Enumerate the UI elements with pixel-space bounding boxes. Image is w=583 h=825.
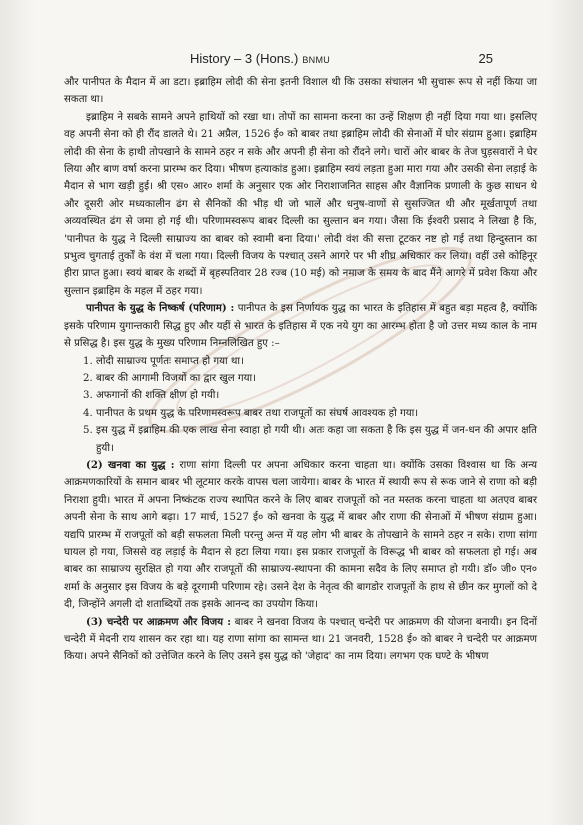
paragraph-chanderi [64, 614, 537, 666]
list-item: 1. लोदी साम्राज्य पूर्णतः समाप्त हो गया था। [96, 353, 537, 370]
results-text: पानीपत के इस निर्णायक युद्ध का भारत के इतिहास में बहुत बड़ा महत्व है, क्योंकि इसके परिणाम युगान्तकारी सिद्ध हुए और यहीं से भारत के इतिहास में एक नये युग का आरम्भ होता है जो उत्तर मध्य काल के नाम से प्रसिद्ध है। इस युद्ध के मुख्य परिणाम निम्नलिखित हुए :– [64, 303, 537, 350]
header-title: History – 3 (Hons.) [190, 51, 299, 66]
page-number: 25 [478, 51, 493, 66]
paragraph-intro: और पानीपत के मैदान में आ डटा। इब्राहिम लोदी की सेना इतनी विशाल थी कि उसका संचालन भी सुचारू रूप से नहीं किया जा सकता था। [64, 77, 537, 106]
chanderi-text: बाबर ने खनवा विजय के पश्चात् चन्देरी पर आक्रमण की योजना बनायी। इन दिनों चन्देरी में मेदनी राय शासन कर रहा था। यह राणा सांगा का सामन्त था। 21 जनवरी, 1528 ई० को बाबर ने चन्देरी पर आक्रमण किया। अपने सैनिकों को उत्तेजित करने के लिए उसने इस युद्ध को 'जेहाद' का नाम दिया। लगभग एक घण्टे के भीषण [64, 616, 538, 663]
list-item: 2. बाबर की आगामी विजयों का द्वार खुल गया। [96, 370, 537, 387]
list-item: 5. इस युद्ध में इब्राहिम की एक लाख सेना स्वाहा हो गयी थी। अतः कहा जा सकता है कि इस युद्ध में जन-धन की अपार क्षति हुयी। [96, 422, 537, 457]
header-subtitle: BNMU [302, 55, 331, 65]
heading-khanwa: (2) खनवा का युद्ध : [86, 458, 175, 471]
page-body [64, 74, 537, 666]
list-item: 4. पानीपत के प्रथम युद्ध के परिणामस्वरूप बाबर तथा राजपूतों का संघर्ष आवश्यक हो गया। [96, 405, 537, 422]
paragraph-results [64, 300, 537, 352]
page-header [190, 51, 493, 66]
heading-results: पानीपत के युद्ध के निष्कर्ष (परिणाम) : [86, 302, 235, 315]
paragraph-battle: इब्राहिम ने सबके सामने अपने हाथियों को रखा था। तोपों का सामना करना का उन्हें शिक्षण ही नहीं दिया गया था। इसलिए वह अपनी सेना को ही रौंद डालते थे। 21 अप्रैल, 1526 ई० को बाबर तथा इब्राहिम लोदी की सेनाओं में घोर संग्राम हुआ। इब्राहिम लोदी की सेना के हाथी तोपखाने के सामने ठहर न सके और अपनी ही सेना को रौंदने लगे। चारों ओर बाबर के तेज घुड़सवारों ने घेर लिया और बाण वर्षा करना प्रारम्भ कर दिया। भीषण हत्याकांड हुआ। इब्राहिम स्वयं लड़ता हुआ मारा गया और उसकी सेना लड़ाई के मैदान से भाग खड़ी हुई। श्री एस० आर० शर्मा के अनुसार एक ओर निराशाजनित साहस और वैज्ञानिक प्रणाली के कुछ साधन थे और दूसरी ओर मध्यकालीन ढंग से सैनिकों की भीड़ थी जो भालें और धनुष-वाणों से सुसज्जित थी और मूर्खतापूर्ण तथा अव्यवस्थित ढंग से जमा हो गई थी। परिणामस्वरूप बाबर दिल्ली का सुल्तान बन गया। जैसा कि ईश्वरी प्रसाद ने लिखा है कि, 'पानीपत के युद्ध ने दिल्ली साम्राज्य का बाबर को स्वामी बना दिया।' लोदी वंश की सत्ता टूटकर नष्ट हो गई तथा हिन्दुस्तान का प्रभुत्व चुगताई तुर्कों के वंश में चला गया। दिल्ली विजय के पश्चात् उसने आगरे पर भी शीघ्र अधिकार कर लिया। वहीं उसे कोहिनूर हीरा प्राप्त हुआ। स्वयं बाबर के शब्दों में बृहस्पतिवार 28 रज्ब (10 मई) को नमाज के समय के बाद मैंने आगरे में प्रवेश किया और सुल्तान इब्राहिम के महल में ठहर गया। [64, 111, 537, 297]
khanwa-text: राणा सांगा दिल्ली पर अपना अधिकार करना चाहता था। क्योंकि उसका विश्वास था कि अन्य आक्रमणकारियों के समान बाबर भी लूटमार करके वापस चला जायेगा। बाबर के भारत में स्थायी रूप से रूक जाने से राणा को बड़ी निराशा हुयी। भारत में अपना निष्कंटक राज्य स्थापित करने के लिए बाबर राजपूतों को नत मस्तक करना चाहता था अतएव बाबर अपनी सेना के साथ आगे बढ़ा। 17 मार्च, 1527 ई० को खनवा के युद्ध में बाबर और राणा की सेनाओं में भीषण संग्राम हुआ। यद्यपि प्रारम्भ में राजपूतों को बड़ी सफलता मिली परन्तु अन्त में यह लोग भी बाबर के तोपखाने के सामने ठहर न सके। राणा सांगा घायल हो गया, जिससे वह लड़ाई के मैदान से हटा लिया गया। इस प्रकार राजपूतों के विरूद्ध भी बाबर को सफलता हो गई। अब बाबर का साम्राज्य सुरक्षित हो गया और राजपूतों की साम्राज्य-स्थापना की कामना सदैव के लिए समाप्त हो गयी। डॉ० जी० एन० शर्मा के अनुसार इस विजय के बड़े दूरगामी परिणाम रहे। उसने देश के नेतृत्व की बागडोर राजपूतों के हाथ से छीन कर मुगलों को दे दी, जिन्होंने अगली दो शताब्दियों तक इसके आनन्द का उपयोग किया। [64, 459, 537, 611]
results-list [64, 353, 537, 457]
heading-chanderi: (3) चन्देरी पर आक्रमण और विजय : [86, 615, 231, 628]
paragraph-khanwa [64, 457, 537, 614]
list-item: 3. अफगानों की शक्ति क्षीण हो गयी। [96, 387, 537, 404]
